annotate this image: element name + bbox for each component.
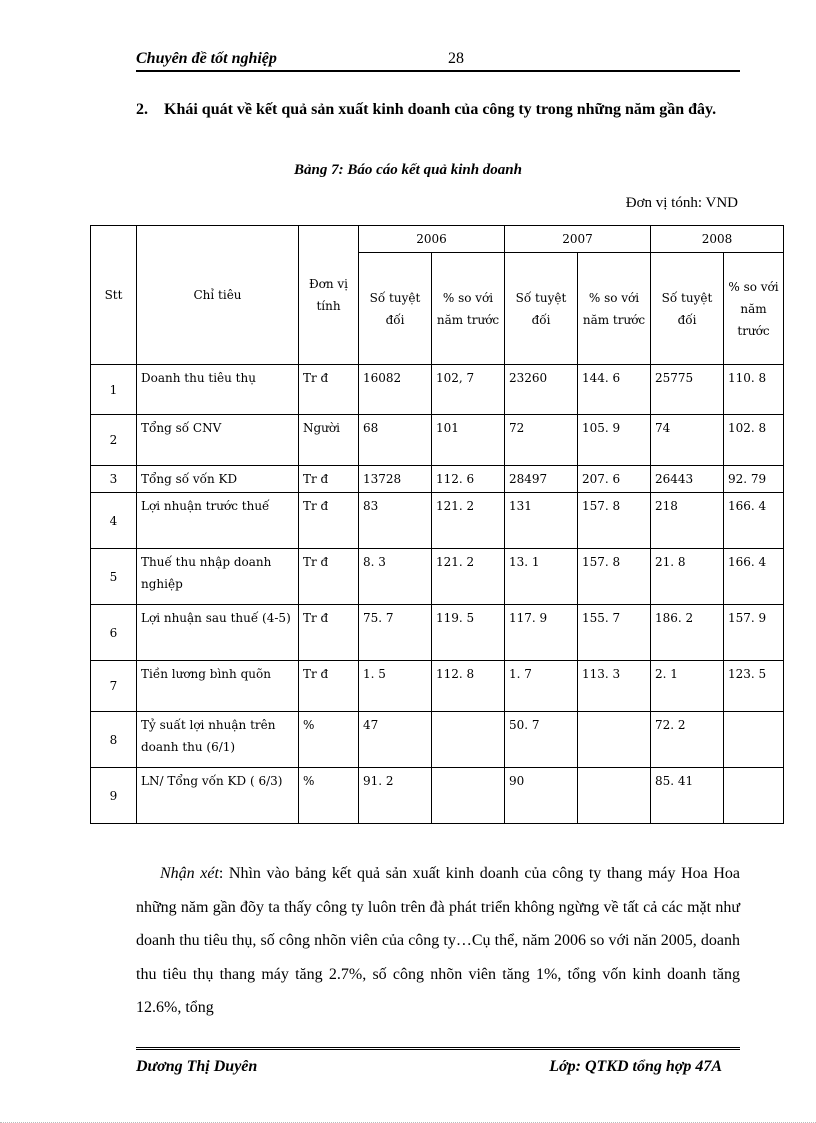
row-value-2008: 85. 41 bbox=[651, 768, 724, 824]
header-percent: % so với năm trước bbox=[724, 253, 784, 365]
row-value-2008: 186. 2 bbox=[651, 605, 724, 661]
row-stt: 9 bbox=[91, 768, 137, 824]
header-absolute: Số tuyệt đối bbox=[651, 253, 724, 365]
row-value-2008: 2. 1 bbox=[651, 661, 724, 712]
row-value-2006: 1. 5 bbox=[359, 661, 432, 712]
table-caption: Bảng 7: Báo cáo kết quả kinh doanh bbox=[294, 162, 522, 178]
row-indicator: Lợi nhuận sau thuế (4-5) bbox=[137, 605, 299, 661]
row-value-2007: 1. 7 bbox=[505, 661, 578, 712]
row-value-2006: 83 bbox=[359, 493, 432, 549]
row-percent-2007: 155. 7 bbox=[578, 605, 651, 661]
table-row bbox=[91, 712, 784, 768]
row-percent-2008: 166. 4 bbox=[724, 549, 784, 605]
row-unit: Người bbox=[299, 415, 359, 466]
row-value-2006: 8. 3 bbox=[359, 549, 432, 605]
section-heading bbox=[136, 96, 740, 124]
table-row bbox=[91, 466, 784, 493]
header-percent: % so với năm trước bbox=[432, 253, 505, 365]
row-stt: 6 bbox=[91, 605, 137, 661]
comment-label: Nhận xét bbox=[160, 865, 219, 882]
header-year-2006: 2006 bbox=[359, 226, 505, 253]
row-stt: 4 bbox=[91, 493, 137, 549]
row-unit: Tr đ bbox=[299, 365, 359, 415]
page-header bbox=[136, 48, 740, 72]
row-value-2008: 25775 bbox=[651, 365, 724, 415]
business-results-table bbox=[90, 225, 784, 824]
unit-note: Đơn vị tónh: VND bbox=[625, 195, 738, 211]
row-value-2007: 13. 1 bbox=[505, 549, 578, 605]
row-indicator: Tiền lương bình quõn bbox=[137, 661, 299, 712]
row-percent-2007 bbox=[578, 768, 651, 824]
section-title: Khái quát về kết quả sản xuất kinh doanh của công ty trong những năm gần đây. bbox=[164, 101, 717, 118]
row-value-2007: 23260 bbox=[505, 365, 578, 415]
row-indicator: Tổng số CNV bbox=[137, 415, 299, 466]
header-year-2008: 2008 bbox=[651, 226, 784, 253]
row-percent-2007: 105. 9 bbox=[578, 415, 651, 466]
row-unit: Tr đ bbox=[299, 605, 359, 661]
class-name: Lớp: QTKD tổng hợp 47A bbox=[549, 1058, 722, 1075]
row-unit: Tr đ bbox=[299, 661, 359, 712]
row-value-2007: 28497 bbox=[505, 466, 578, 493]
document-title: Chuyên đề tốt nghiệp bbox=[136, 50, 277, 67]
row-percent-2006: 101 bbox=[432, 415, 505, 466]
row-percent-2008 bbox=[724, 768, 784, 824]
page-number: 28 bbox=[448, 50, 464, 67]
row-percent-2006: 112. 8 bbox=[432, 661, 505, 712]
row-percent-2007: 207. 6 bbox=[578, 466, 651, 493]
row-percent-2007: 157. 8 bbox=[578, 549, 651, 605]
header-percent: % so với năm trước bbox=[578, 253, 651, 365]
row-percent-2006: 119. 5 bbox=[432, 605, 505, 661]
row-percent-2008 bbox=[724, 712, 784, 768]
row-value-2006: 91. 2 bbox=[359, 768, 432, 824]
table-row bbox=[91, 549, 784, 605]
row-value-2006: 68 bbox=[359, 415, 432, 466]
row-percent-2007: 157. 8 bbox=[578, 493, 651, 549]
header-absolute: Số tuyệt đối bbox=[359, 253, 432, 365]
comment-paragraph bbox=[136, 857, 740, 1025]
row-unit: Tr đ bbox=[299, 493, 359, 549]
row-unit: Tr đ bbox=[299, 549, 359, 605]
row-percent-2007: 144. 6 bbox=[578, 365, 651, 415]
table-row bbox=[91, 605, 784, 661]
row-indicator: Tỷ suất lợi nhuận trên doanh thu (6/1) bbox=[137, 712, 299, 768]
row-value-2007: 131 bbox=[505, 493, 578, 549]
row-percent-2008: 110. 8 bbox=[724, 365, 784, 415]
row-value-2008: 218 bbox=[651, 493, 724, 549]
table-row bbox=[91, 768, 784, 824]
header-absolute: Số tuyệt đối bbox=[505, 253, 578, 365]
row-percent-2006: 112. 6 bbox=[432, 466, 505, 493]
row-percent-2008: 157. 9 bbox=[724, 605, 784, 661]
row-value-2006: 75. 7 bbox=[359, 605, 432, 661]
row-percent-2006: 121. 2 bbox=[432, 493, 505, 549]
table-row bbox=[91, 661, 784, 712]
row-percent-2006: 121. 2 bbox=[432, 549, 505, 605]
author-name: Dương Thị Duyên bbox=[136, 1058, 258, 1075]
section-number: 2. bbox=[136, 101, 148, 118]
comment-text: : Nhìn vào bảng kết quả sản xuất kinh doanh của công ty thang máy Hoa Hoa những năm gần đõy ta thấy công ty luôn trên đà phát triển không ngừng về tất cả các mặt như doanh thu tiêu thụ, số công nhõn viên của công ty…Cụ thể, năm 2006 so với năn 2005, doanh thu tiêu thụ thang máy tăng 2.7%, số công nhõn viên tăng 1%, tổng vốn kinh doanh tăng 12.6%, tổng bbox=[136, 865, 741, 1016]
row-indicator: Lợi nhuận trước thuế bbox=[137, 493, 299, 549]
row-stt: 2 bbox=[91, 415, 137, 466]
page-footer bbox=[136, 1047, 740, 1080]
row-percent-2008: 92. 79 bbox=[724, 466, 784, 493]
row-stt: 3 bbox=[91, 466, 137, 493]
row-percent-2008: 102. 8 bbox=[724, 415, 784, 466]
row-value-2007: 50. 7 bbox=[505, 712, 578, 768]
row-unit: % bbox=[299, 768, 359, 824]
row-value-2007: 90 bbox=[505, 768, 578, 824]
row-stt: 5 bbox=[91, 549, 137, 605]
row-percent-2006 bbox=[432, 768, 505, 824]
row-percent-2006 bbox=[432, 712, 505, 768]
row-percent-2007: 113. 3 bbox=[578, 661, 651, 712]
row-value-2008: 74 bbox=[651, 415, 724, 466]
row-value-2007: 72 bbox=[505, 415, 578, 466]
row-stt: 7 bbox=[91, 661, 137, 712]
header-year-2007: 2007 bbox=[505, 226, 651, 253]
table-row bbox=[91, 365, 784, 415]
row-percent-2008: 123. 5 bbox=[724, 661, 784, 712]
row-value-2008: 21. 8 bbox=[651, 549, 724, 605]
header-stt: Stt bbox=[91, 226, 137, 365]
table-row bbox=[91, 493, 784, 549]
row-unit: Tr đ bbox=[299, 466, 359, 493]
row-percent-2008: 166. 4 bbox=[724, 493, 784, 549]
row-percent-2006: 102, 7 bbox=[432, 365, 505, 415]
row-value-2008: 26443 bbox=[651, 466, 724, 493]
header-unit: Đơn vị tính bbox=[299, 226, 359, 365]
row-value-2006: 47 bbox=[359, 712, 432, 768]
row-value-2008: 72. 2 bbox=[651, 712, 724, 768]
row-stt: 1 bbox=[91, 365, 137, 415]
row-indicator: LN/ Tổng vốn KD ( 6/3) bbox=[137, 768, 299, 824]
row-indicator: Thuế thu nhập doanh nghiệp bbox=[137, 549, 299, 605]
row-stt: 8 bbox=[91, 712, 137, 768]
row-value-2006: 13728 bbox=[359, 466, 432, 493]
table-row bbox=[91, 415, 784, 466]
row-value-2007: 117. 9 bbox=[505, 605, 578, 661]
row-indicator: Tổng số vốn KD bbox=[137, 466, 299, 493]
row-percent-2007 bbox=[578, 712, 651, 768]
row-unit: % bbox=[299, 712, 359, 768]
row-value-2006: 16082 bbox=[359, 365, 432, 415]
row-indicator: Doanh thu tiêu thụ bbox=[137, 365, 299, 415]
header-indicator: Chỉ tiêu bbox=[137, 226, 299, 365]
